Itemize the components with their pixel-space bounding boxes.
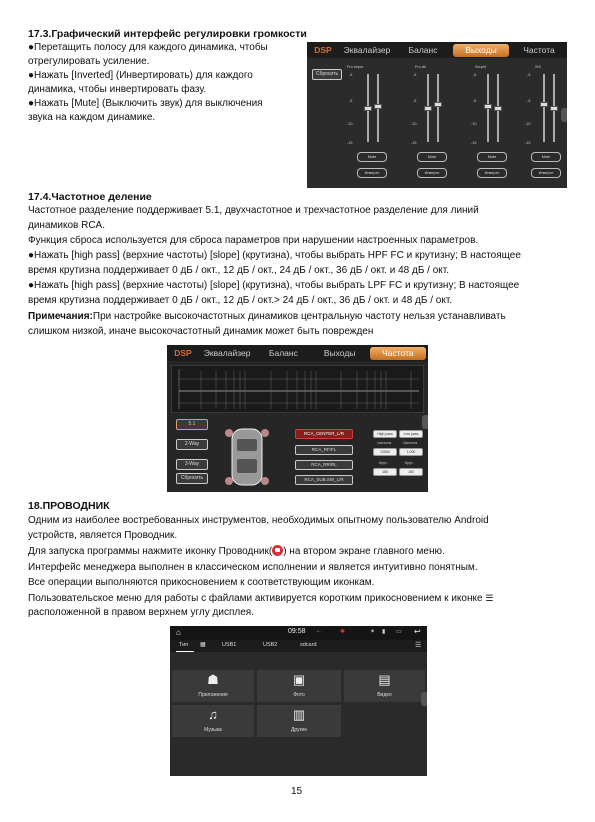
scale-4-c: -15	[525, 141, 531, 145]
scale-4-a: -5	[527, 99, 531, 103]
sec174-line-1: Частотное разделение поддерживает 5.1, двухчастотное и трехчастотное разделение для линий	[28, 205, 479, 216]
sec18-line-1: Одним из наиболее востребованных инструментов, необходимых опытному пользователю Android	[28, 515, 489, 526]
channel-label-4: Sril	[535, 65, 541, 69]
scale-3-b: -10	[471, 122, 477, 126]
note-text: При настройке высокочастотных динамиков центральную частоту нельзя устанавливать	[92, 311, 506, 322]
active-tab-indicator	[176, 651, 194, 652]
clock: 09:58	[288, 628, 306, 635]
inverted-button-3[interactable]: Инвертн	[477, 168, 507, 178]
sec18-line-7: расположенной в правом верхнем углу дисплея.	[28, 607, 254, 618]
mode-3-way-button[interactable]: 3-Way	[176, 459, 208, 470]
tab-frequency[interactable]: Частота	[523, 45, 555, 55]
dsp-tabbar	[307, 42, 567, 58]
scale-1-a: -5	[349, 99, 353, 103]
document-icon: ▥	[292, 707, 306, 722]
window-icon[interactable]: ▭	[396, 629, 402, 635]
section-title-18: 18.ПРОВОДНИК	[28, 500, 110, 512]
sec173-line-1: ●Перетащить полосу для каждого динамика, чтобы	[28, 42, 268, 53]
sec174-line-7: время крутизна поддерживает 0 дБ / окт., 12 дБ / окт.> 24 дБ / окт., 36 дБ / окт. и 48 дБ / окт.	[28, 295, 453, 306]
sec174-note	[28, 310, 506, 324]
mute-button-4[interactable]: Mute	[531, 152, 561, 162]
tab-frequency-2[interactable]: Частота	[370, 347, 426, 360]
menu-icon: ☰	[485, 593, 494, 603]
fader-handle-2b[interactable]	[434, 102, 442, 107]
category-apps[interactable]	[172, 670, 254, 702]
home-icon[interactable]: ⌂	[176, 628, 181, 637]
scale-4-b: -10	[525, 122, 531, 126]
sec174-line-4: ●Нажать [high pass] (верхние частоты) [slope] (крутизна), чтобы выбрать HPF FC и крутизну; В настоящее	[28, 250, 521, 261]
status-bar	[170, 626, 427, 640]
return-icon[interactable]: ↩	[414, 627, 421, 636]
reset-button[interactable]: Сбросить	[312, 69, 342, 80]
scale-2-a: -5	[413, 99, 417, 103]
fader-track-2b[interactable]	[437, 74, 439, 142]
category-music[interactable]	[172, 705, 254, 737]
fader-handle-4b[interactable]	[550, 106, 558, 111]
tab-sdcard[interactable]: sdcard	[300, 642, 317, 648]
film-icon: ▤	[378, 672, 391, 687]
scale-2-c: -15	[411, 141, 417, 145]
sec18-line-3	[28, 545, 445, 559]
fader-handle-1[interactable]	[364, 106, 372, 111]
side-handle-3[interactable]	[421, 692, 427, 706]
sec18-line-3b: ) на втором экране главного меню.	[283, 546, 445, 557]
output-front-button[interactable]: RCA_RF/FL	[295, 445, 353, 455]
crossover-reset-button[interactable]: Сбросить	[176, 473, 208, 484]
fader-handle-1b[interactable]	[374, 104, 382, 109]
sec18-line-4: Интерфейс менеджера выполнен в классическом исполнении и является интуитивно понятным.	[28, 562, 478, 573]
sec174-note-line-2: слишком низкой, иначе высокочастотный динамик может быть поврежден	[28, 326, 374, 337]
file-manager-screenshot	[170, 626, 427, 776]
notification-icon: ✱	[340, 629, 346, 635]
scale-3-c: -15	[471, 141, 477, 145]
scale-top-4: -5	[527, 73, 531, 77]
sec174-line-6: ●Нажать [high pass] (верхние частоты) [slope] (крутизна), чтобы выбрать LPF FC и крутизну; В настоящее	[28, 280, 520, 291]
crossover-tabbar	[167, 345, 428, 361]
back-arrow-icon[interactable]: ←	[316, 628, 322, 634]
inverted-button-4[interactable]: Инвертн	[531, 168, 561, 178]
tab-usb2[interactable]: USB2	[263, 642, 278, 648]
mode-5-1-button[interactable]: 5.1	[176, 419, 208, 430]
hp-freq-value[interactable]: 12500	[373, 448, 397, 456]
lp-freq-value[interactable]: 1,000	[399, 448, 423, 456]
frequency-graph	[171, 365, 424, 413]
note-label: Примечания:	[28, 311, 93, 322]
file-tabs	[170, 640, 427, 652]
fader-handle-3[interactable]	[484, 104, 492, 109]
hp-freq-label: Частота	[377, 441, 392, 445]
sec18-line-5: Все операции выполняются прикосновением к соответствующим иконкам.	[28, 577, 375, 588]
channel-label-1: Fro.lmpor	[347, 65, 364, 69]
grid-icon[interactable]: ▦	[200, 642, 206, 648]
mute-button-1[interactable]: Mute	[357, 152, 387, 162]
tab-usb1[interactable]: USB1	[222, 642, 237, 648]
android-icon: ☗	[207, 672, 219, 687]
sec173-line-2: отрегулировать усиление.	[28, 56, 150, 67]
tab-balance-2[interactable]: Баланс	[268, 348, 298, 358]
section-title-17-3: 17.3.Графический интерфейс регулировки громкости	[28, 28, 307, 40]
section-title-17-4: 17.4.Частотное деление	[28, 191, 152, 203]
crossover-screenshot	[167, 345, 428, 492]
hp-slope-label: Крут.	[379, 461, 388, 465]
category-music-label: Музыка	[204, 727, 222, 733]
sec18-line-6-text: Пользовательское меню для работы с файлами активируется коротким прикосновением к иконке	[28, 593, 483, 604]
sec173-line-5: ●Нажать [Mute] (Выключить звук) для выключения	[28, 98, 263, 109]
sec18-line-6	[28, 591, 493, 606]
fader-track-4[interactable]	[543, 74, 545, 142]
tab-balance[interactable]: Баланс	[408, 45, 438, 55]
scale-1-b: -10	[347, 122, 353, 126]
scale-top-3: -5	[473, 73, 477, 77]
explorer-icon	[272, 545, 283, 556]
tab-outputs[interactable]: Выходы	[453, 44, 509, 57]
channel-label-2: Fro.rth	[415, 65, 427, 69]
page-number: 15	[291, 786, 303, 797]
image-icon: ▣	[292, 672, 306, 687]
car-diagram	[223, 425, 271, 489]
category-other-label: Другие	[290, 727, 307, 733]
output-sub-button[interactable]: RCA_SUB.SW_L/R	[295, 475, 353, 485]
menu-icon-toolbar[interactable]: ☰	[415, 642, 422, 649]
fader-handle-2[interactable]	[424, 106, 432, 111]
sec174-line-3: Функция сброса используется для сброса параметров при нарушении настроенных параметров.	[28, 235, 479, 246]
high-pass-button[interactable]: High pass	[373, 430, 397, 438]
mode-2-way-button[interactable]: 2-Way	[176, 439, 208, 450]
category-video[interactable]	[344, 670, 425, 702]
sec18-line-2: устройств, является Проводник.	[28, 530, 178, 541]
inverted-button-2[interactable]: Инвертн	[417, 168, 447, 178]
channel-label-3: Srcpht	[475, 65, 486, 69]
category-photo[interactable]	[257, 670, 341, 702]
lp-slope-value[interactable]: 180	[399, 468, 423, 476]
music-icon: ♫	[208, 707, 218, 722]
category-video-label: Видео	[377, 692, 392, 698]
dsp-outputs-screenshot	[307, 42, 567, 188]
tab-equalizer[interactable]: Эквалайзер	[343, 45, 391, 55]
category-other[interactable]	[257, 705, 341, 737]
lp-freq-label: Частота	[403, 441, 418, 445]
inverted-button-1[interactable]: Инвертн	[357, 168, 387, 178]
sec173-line-3: ●Нажать [Inverted] (Инвертировать) для каждого	[28, 70, 253, 81]
lock-icon: ▮	[382, 629, 386, 635]
scale-top-1: -5	[349, 73, 353, 77]
tab-type[interactable]: Тип	[179, 642, 189, 648]
tab-dsp-2[interactable]: DSP	[174, 348, 192, 358]
sec173-line-4: динамика, чтобы инвертировать фазу.	[28, 84, 207, 95]
sec174-line-2: динамиков RCA.	[28, 220, 105, 231]
output-center-button[interactable]: RCA_CENTER_L/R	[295, 429, 353, 439]
side-handle-1[interactable]	[561, 108, 567, 122]
mute-button-3[interactable]: Mute	[477, 152, 507, 162]
scale-top-2: -5	[413, 73, 417, 77]
output-rear-button[interactable]: RCA_RR/RL	[295, 460, 353, 470]
bluetooth-icon: ✶	[370, 629, 376, 635]
low-pass-button[interactable]: Low pass	[399, 430, 423, 438]
sec174-line-5: время крутизна поддерживает 0 дБ / окт., 12 дБ / окт., 24 дБ / окт., 36 дБ / окт. и 48 дБ / окт.	[28, 265, 450, 276]
mute-button-2[interactable]: Mute	[417, 152, 447, 162]
tab-outputs-2[interactable]: Выходы	[323, 348, 356, 358]
category-photo-label: Фото	[293, 692, 305, 698]
side-handle-2[interactable]	[422, 415, 428, 429]
scale-3-a: -5	[473, 99, 477, 103]
lp-slope-label: Крут.	[405, 461, 414, 465]
sec18-line-3a: Для запуска программы нажмите иконку Проводник(	[28, 546, 273, 557]
fader-handle-4[interactable]	[540, 102, 548, 107]
hp-slope-value[interactable]: 180	[373, 468, 397, 476]
fader-handle-3b[interactable]	[494, 106, 502, 111]
tab-dsp[interactable]: DSP	[314, 45, 332, 55]
sec173-line-6: звука на каждом динамике.	[28, 112, 156, 123]
category-apps-label: Приложения	[198, 692, 228, 698]
scale-1-c: -15	[347, 141, 353, 145]
tab-equalizer-2[interactable]: Эквалайзер	[203, 348, 251, 358]
scale-2-b: -10	[411, 122, 417, 126]
